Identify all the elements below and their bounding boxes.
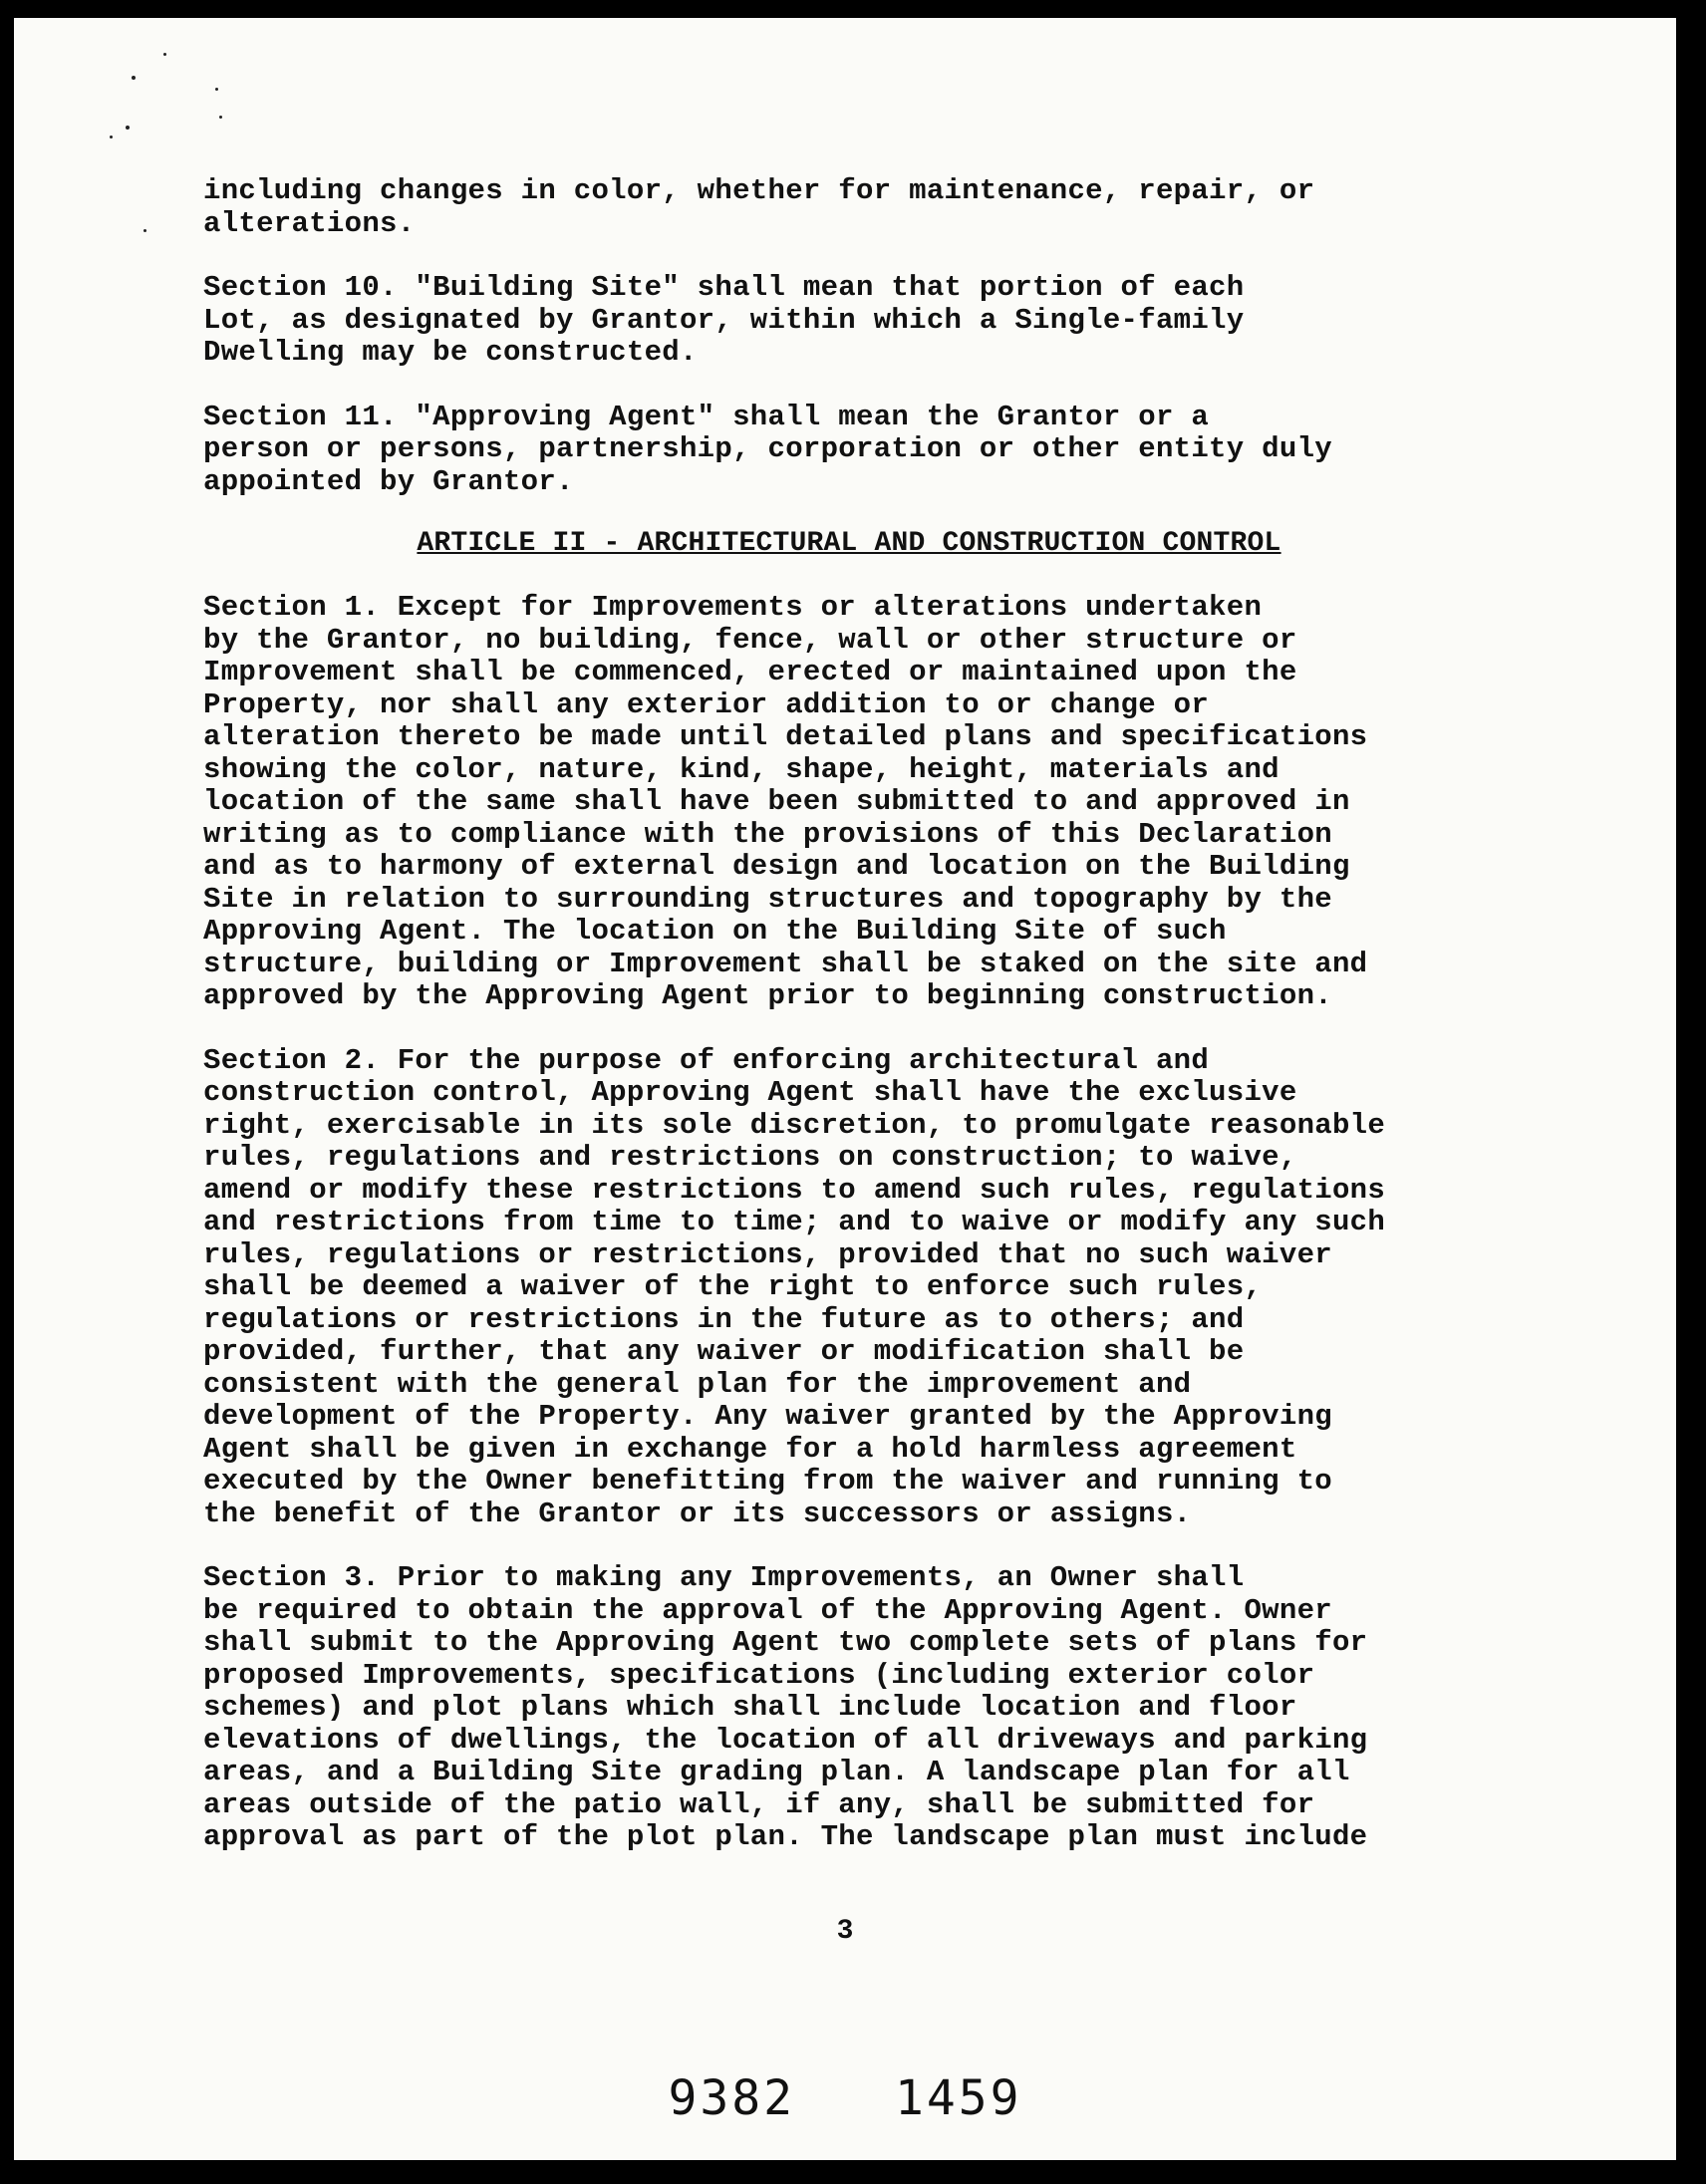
- stamp-left-number: 9382: [668, 2070, 796, 2126]
- scan-speck: [143, 229, 146, 232]
- paragraph-section-11: Section 11. "Approving Agent" shall mean the Grantor or a person or persons, partnership, corporation or other entity duly appointed by Grantor.: [203, 400, 1332, 498]
- stamp-right-number: 1459: [894, 2070, 1022, 2126]
- paragraph-article-2-section-2: Section 2. For the purpose of enforcing architectural and construction control, Approving Agent shall have the exclusive right, exercisable in its sole discretion, to promulgate reasonable rules, regulations and restrictions on construction; to waive, amend or modify these restrictions to amend such rules, regulations and restrictions from time to time; and to waive or modify any such rules, regulations or restrictions, provided that no such waiver shall be deemed a waiver of the right to enforce such rules, regulations or restrictions in the future as to others; and provided, further, that any waiver or modification shall be consistent with the general plan for the improvement and development of the Property. Any waiver granted by the Approving Agent shall be given in exchange for a hold harmless agreement executed by the Owner benefitting from the waiver and running to the benefit of the Grantor or its successors or assigns.: [203, 1043, 1386, 1530]
- paragraph-article-2-section-3: Section 3. Prior to making any Improvements, an Owner shall be required to obtain the approval of the Approving Agent. Owner shall submit to the Approving Agent two complete sets of plans for proposed Improvements, specifications (including exterior color schemes) and plot plans which shall include location and floor elevations of dwellings, the location of all driveways and parking areas, and a Building Site grading plan. A landscape plan for all areas outside of the patio wall, if any, shall be submitted for approval as part of the plot plan. The landscape plan must include: [203, 1561, 1368, 1853]
- scan-speck: [132, 76, 136, 80]
- document-stamp: [14, 2070, 1676, 2126]
- scan-speck: [126, 126, 130, 130]
- body-text-article: [203, 592, 1495, 1854]
- article-heading: ARTICLE II - ARCHITECTURAL AND CONSTRUCTION CONTROL: [417, 528, 1281, 559]
- scan-speck: [163, 53, 166, 56]
- paragraph-continuation: including changes in color, whether for maintenance, repair, or alterations.: [203, 174, 1315, 240]
- paragraph-article-2-section-1: Section 1. Except for Improvements or alterations undertaken by the Grantor, no building, fence, wall or other structure or Improvement shall be commenced, erected or maintained upon the Property, nor shall any exterior addition to or change or alteration thereto be made until detailed plans and specifications showing the color, nature, kind, shape, height, materials and location of the same shall have been submitted to and approved in writing as to compliance with the provisions of this Declaration and as to harmony of external design and location on the Building Site in relation to surrounding structures and topography by the Approving Agent. The location on the Building Site of such structure, building or Improvement shall be staked on the site and approved by the Approving Agent prior to beginning construction.: [203, 591, 1368, 1012]
- document-page: [14, 18, 1676, 2160]
- scan-speck: [215, 88, 218, 91]
- scan-speck: [110, 136, 113, 138]
- body-text-top: [203, 175, 1495, 498]
- scan-speck: [219, 116, 222, 119]
- paragraph-section-10: Section 10. "Building Site" shall mean that portion of each Lot, as designated by Grantor, within which a Single-family Dwelling may be constructed.: [203, 271, 1245, 369]
- page-number: 3: [836, 1916, 854, 1947]
